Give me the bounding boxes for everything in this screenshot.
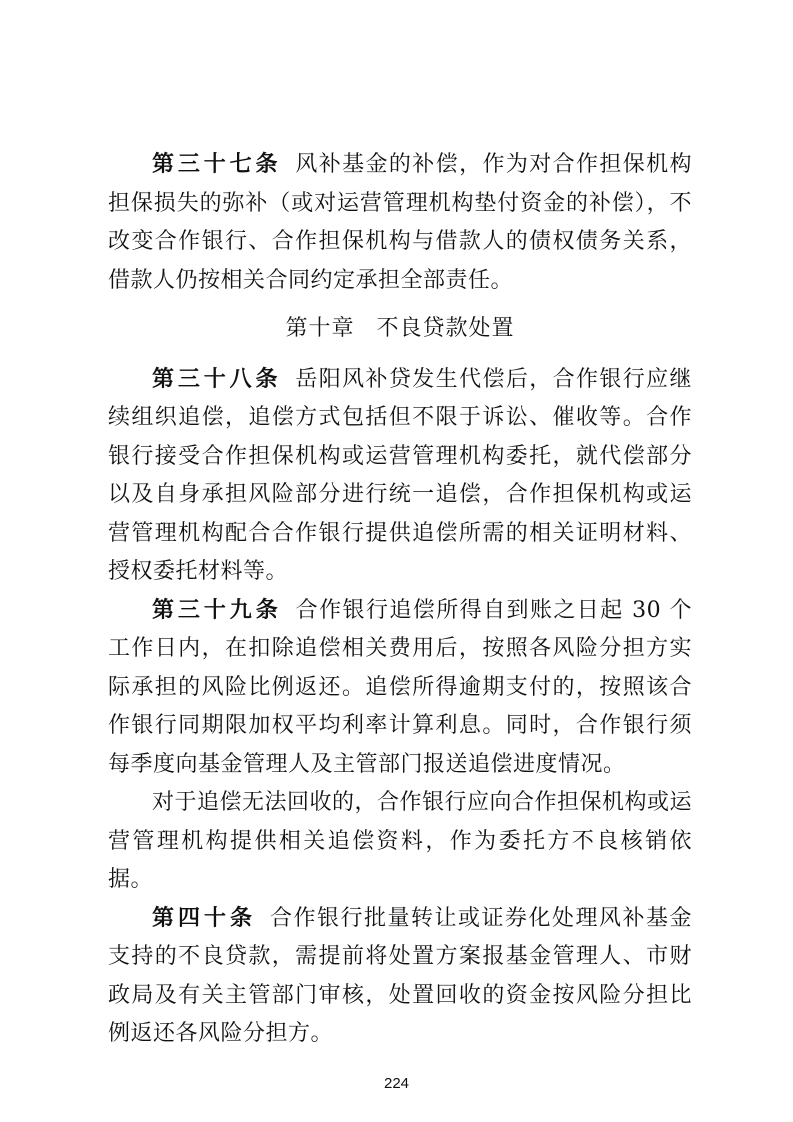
article-40-text: 合作银行批量转让或证券化处理风补基金支持的不良贷款，需提前将处置方案报基金管理人、市财政局及有关主管部门审核，处置回收的资金按风险分担比例返还各风险分担方。: [108, 905, 692, 1046]
write-off-paragraph: 对于追偿无法回收的，合作银行应向合作担保机构或运营管理机构提供相关追偿资料，作为委托方不良核销依据。: [108, 790, 693, 892]
article-40-label: 第四十条: [152, 905, 256, 931]
article-38: [108, 361, 692, 592]
document-page: [108, 146, 692, 1054]
article-40: [108, 900, 692, 1054]
article-37: [108, 146, 692, 300]
article-38-text: 岳阳风补贷发生代偿后，合作银行应继续组织追偿，追偿方式包括但不限于诉讼、催收等。合作银行接受合作担保机构或运营管理机构委托，就代偿部分以及自身承担风险部分进行统一追偿，合作担保机构或运营管理机构配合合作银行提供追偿所需的相关证明材料、授权委托材料等。: [108, 366, 692, 584]
article-37-label: 第三十七条: [152, 152, 282, 177]
article-39: [108, 592, 692, 785]
chapter-number: 第十章: [285, 316, 355, 341]
chapter-title: 不良贷款处置: [376, 316, 515, 341]
article-38-label: 第三十八条: [152, 366, 282, 392]
article-39-label: 第三十九条: [152, 597, 282, 623]
article-37-text: 风补基金的补偿，作为对合作担保机构担保损失的弥补（或对运营管理机构垫付资金的补偿），不改变合作银行、合作担保机构与借款人的债权债务关系，借款人仍按相关合同约定承担全部责任。: [108, 152, 692, 293]
page-number: 224: [383, 1075, 410, 1092]
chapter-heading: [108, 310, 692, 349]
article-39-text: 合作银行追偿所得自到账之日起 30 个工作日内，在扣除追偿相关费用后，按照各风险分担方实际承担的风险比例返还。追偿所得逾期支付的，按照该合作银行同期限加权平均利率计算利息。同时，合作银行须每季度向基金管理人及主管部门报送追偿进度情况。: [108, 597, 692, 777]
